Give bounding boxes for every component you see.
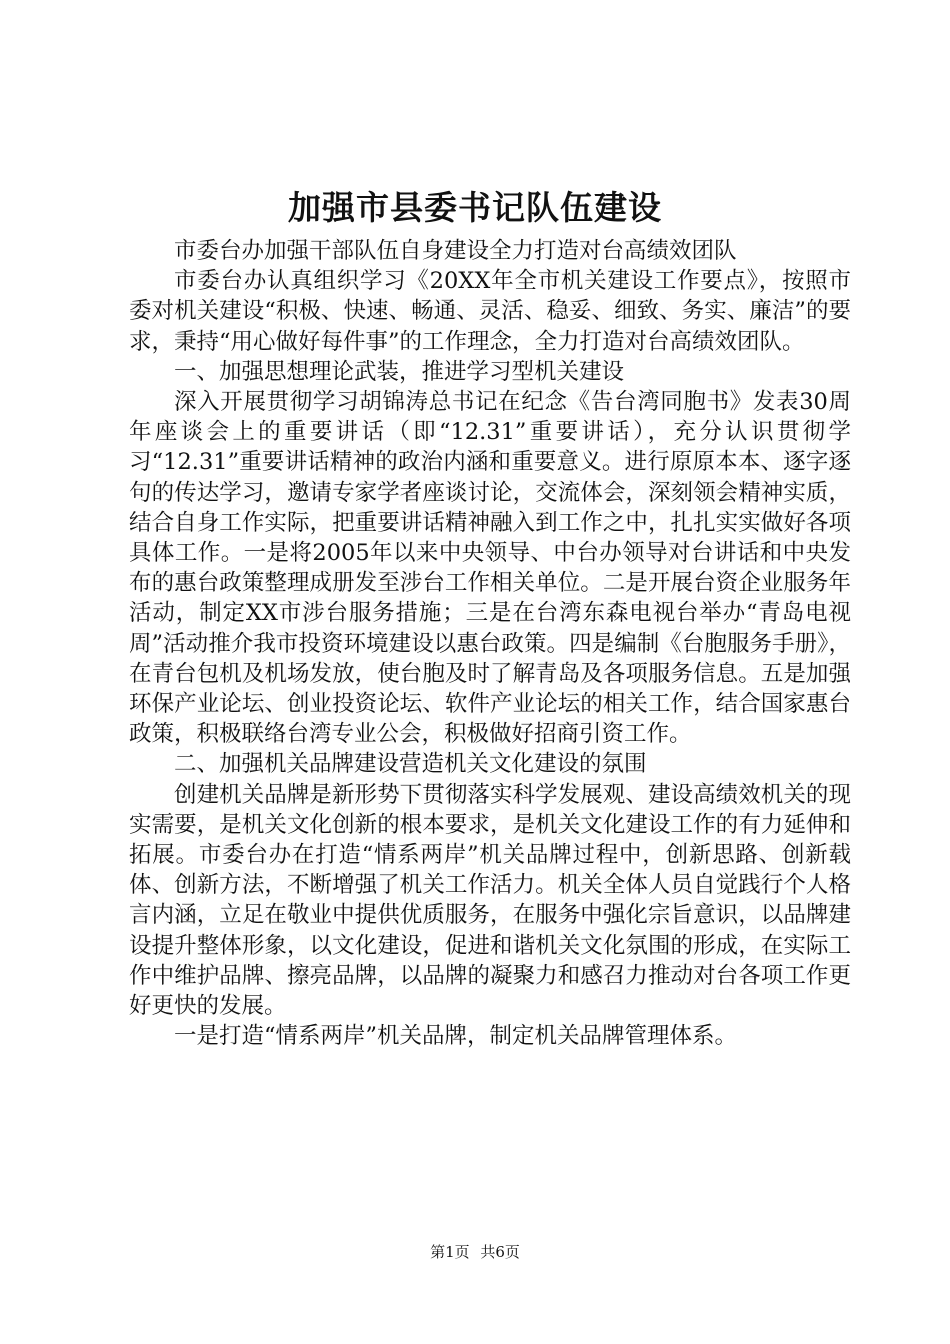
- page-number: 第1页: [430, 1243, 470, 1261]
- section-heading-1: 一、加强思想理论武装，推进学习型机关建设: [174, 358, 625, 385]
- section-heading-2: 二、加强机关品牌建设营造机关文化建设的氛围: [174, 751, 647, 778]
- paragraph-item-1: 一是打造“情系两岸”机关品牌，制定机关品牌管理体系。: [174, 1023, 738, 1050]
- document-title: 加强市县委书记队伍建设: [288, 188, 662, 227]
- page-total: 共6页: [480, 1243, 520, 1261]
- page-footer: [0, 1241, 950, 1263]
- paragraph-intro: 市委台办认真组织学习《20XX年全市机关建设工作要点》，按照市委对机关建设“积极、快速、畅通、灵活、稳妥、细致、务实、廉洁”的要求，秉持“用心做好每件事”的工作理念，全力打造对台高绩效团队。: [129, 268, 851, 355]
- paragraph-section-1: 深入开展贯彻学习胡锦涛总书记在纪念《告台湾同胞书》发表30周年座谈会上的重要讲话（即“12.31”重要讲话），充分认识贯彻学习“12.31”重要讲话精神的政治内涵和重要意义。进行原原本本、逐字逐句的传达学习，邀请专家学者座谈讨论，交流体会，深刻领会精神实质，结合自身工作实际，把重要讲话精神融入到工作之中，扎扎实实做好各项具体工作。一是将2005年以来中央领导、中台办领导对台讲话和中央发布的惠台政策整理成册发至涉台工作相关单位。二是开展台资企业服务年活动，制定XX市涉台服务措施；三是在台湾东森电视台举办“青岛电视周”活动推介我市投资环境建设以惠台政策。四是编制《台胞服务手册》，在青台包机及机场发放，使台胞及时了解青岛及各项服务信息。五是加强环保产业论坛、创业投资论坛、软件产业论坛的相关工作，结合国家惠台政策，积极联络台湾专业公会，积极做好招商引资工作。: [129, 389, 851, 748]
- paragraph-subtitle: 市委台办加强干部队伍自身建设全力打造对台高绩效团队: [174, 238, 737, 264]
- paragraph-section-2: 创建机关品牌是新形势下贯彻落实科学发展观、建设高绩效机关的现实需要，是机关文化创新的根本要求，是机关文化建设工作的有力延伸和拓展。市委台办在打造“情系两岸”机关品牌过程中，创新思路、创新载体、创新方法，不断增强了机关工作活力。机关全体人员自觉践行个人格言内涵，立足在敬业中提供优质服务，在服务中强化宗旨意识，以品牌建设提升整体形象，以文化建设，促进和谐机关文化氛围的形成，在实际工作中维护品牌、擦亮品牌，以品牌的凝聚力和感召力推动对台各项工作更好更快的发展。: [129, 781, 851, 1020]
- document-body: [129, 236, 851, 1051]
